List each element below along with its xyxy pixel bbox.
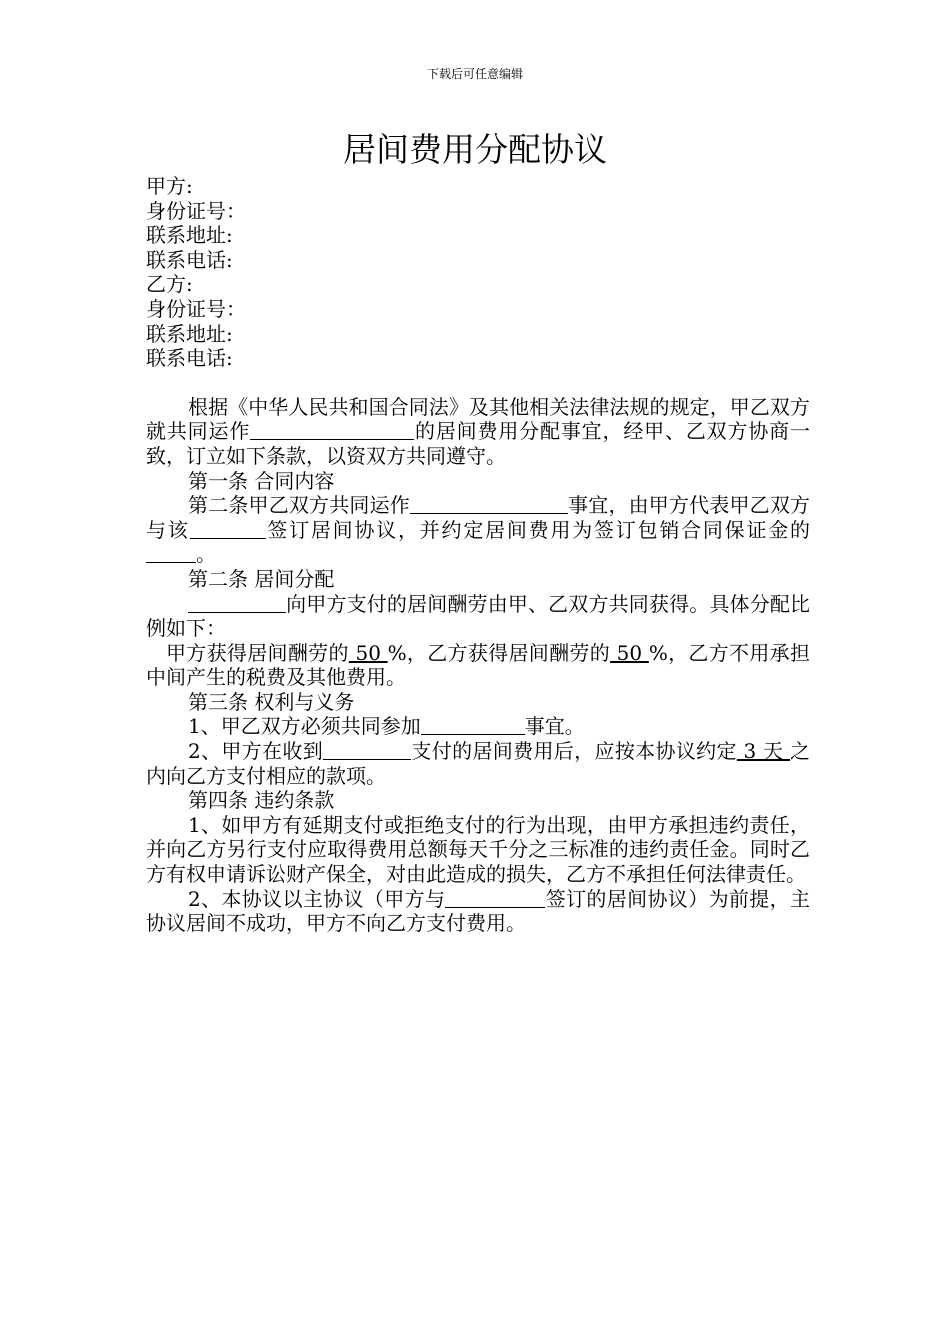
preamble-blank xyxy=(250,421,414,440)
article2-text-1: 向甲方支付的居间酬劳由甲、乙双方共同获得。具体分配比例如下： xyxy=(146,591,810,641)
article1-text-2: 事宜，由甲方代表甲乙双方与该 xyxy=(146,493,811,542)
party-b-ratio: 50 xyxy=(610,640,649,665)
article2-paragraph xyxy=(146,592,810,641)
article4-item2 xyxy=(146,887,810,936)
article1-heading: 第一条 合同内容 xyxy=(188,468,335,493)
article1-blank-2 xyxy=(190,520,266,539)
party-a-address-label: 联系地址: xyxy=(146,223,233,248)
party-a-ratio: 50 xyxy=(348,640,388,665)
article1-blank-3 xyxy=(146,544,196,563)
ratio-text-2: %，乙方获得居间酬劳的 xyxy=(387,640,611,665)
preamble-text-1: 根据《中华人民共和国合同法》及其他相关法律法规的规定，甲乙双方就共同运作 xyxy=(146,394,810,444)
article4-item2-text-1: 2、本协议以主协议（甲方与 xyxy=(188,886,446,911)
header-note: 下载后可任意编辑 xyxy=(426,67,523,81)
article2-heading: 第二条 居间分配 xyxy=(188,566,335,591)
spacer xyxy=(146,371,810,395)
article1-text-3: 签订居间协议，并约定居间费用为签订包销合同保证金的 xyxy=(265,517,811,542)
ratio-text-1: 甲方获得居间酬劳的 xyxy=(166,640,349,665)
payment-days: 3 天 xyxy=(736,739,790,764)
party-b-id-label: 身份证号： xyxy=(146,296,246,321)
article4-item1: 1、如甲方有延期支付或拒绝支付的行为出现，由甲方承担违约责任，并向乙方另行支付应取得费用总额每天千分之三标准的违约责任金。同时乙方有权申请诉讼财产保全，对由此造成的损失，乙方不承担任何法律责任。 xyxy=(146,812,810,887)
article1-blank-1 xyxy=(410,495,568,514)
article3-heading: 第三条 权利与义务 xyxy=(188,689,355,714)
article4-heading: 第四条 违约条款 xyxy=(188,788,335,813)
party-b-address-label: 联系地址: xyxy=(146,321,233,346)
article3-item1-blank xyxy=(421,716,525,735)
article3-item2-blank xyxy=(323,741,411,760)
article1-text-4: 。 xyxy=(196,542,216,567)
article3-item1 xyxy=(146,714,810,739)
article3-item2-text-3: 之内向乙方支付相应的款项。 xyxy=(146,739,810,788)
document-title: 居间费用分配协议 xyxy=(343,130,607,169)
article3-item2-text-2: 支付的居间费用后，应按本协议约定 xyxy=(411,739,737,764)
article3-item2-text-1: 2、甲方在收到 xyxy=(188,739,324,764)
article3-item1-text-2: 事宜。 xyxy=(524,714,585,739)
party-b-label: 乙方: xyxy=(146,272,193,297)
article3-item1-text-1: 1、甲乙双方必须共同参加 xyxy=(188,714,421,739)
party-a-phone-label: 联系电话: xyxy=(146,247,233,272)
party-a-label: 甲方: xyxy=(146,174,193,198)
article4-item2-text-2: 签订的居间协议）为前提，主协议居间不成功，甲方不向乙方支付费用。 xyxy=(146,886,810,936)
article2-ratio-paragraph xyxy=(146,641,810,690)
article2-blank xyxy=(188,594,286,613)
preamble-paragraph xyxy=(146,395,810,469)
ratio-text-3: %，乙方不用承担中间产生的税费及其他费用。 xyxy=(146,640,810,690)
article3-item2 xyxy=(146,739,810,788)
party-info xyxy=(146,174,810,371)
article1-paragraph xyxy=(146,493,810,567)
article4-item2-blank xyxy=(445,889,545,908)
party-b-phone-label: 联系电话: xyxy=(146,346,233,371)
preamble-text-2: 的居间费用分配事宜，经甲、乙双方协商一致，订立如下条款，以资双方共同遵守。 xyxy=(146,419,811,468)
article1-text-1: 第二条甲乙双方共同运作 xyxy=(188,493,410,518)
document-body xyxy=(146,174,810,936)
party-a-id-label: 身份证号： xyxy=(146,198,246,223)
